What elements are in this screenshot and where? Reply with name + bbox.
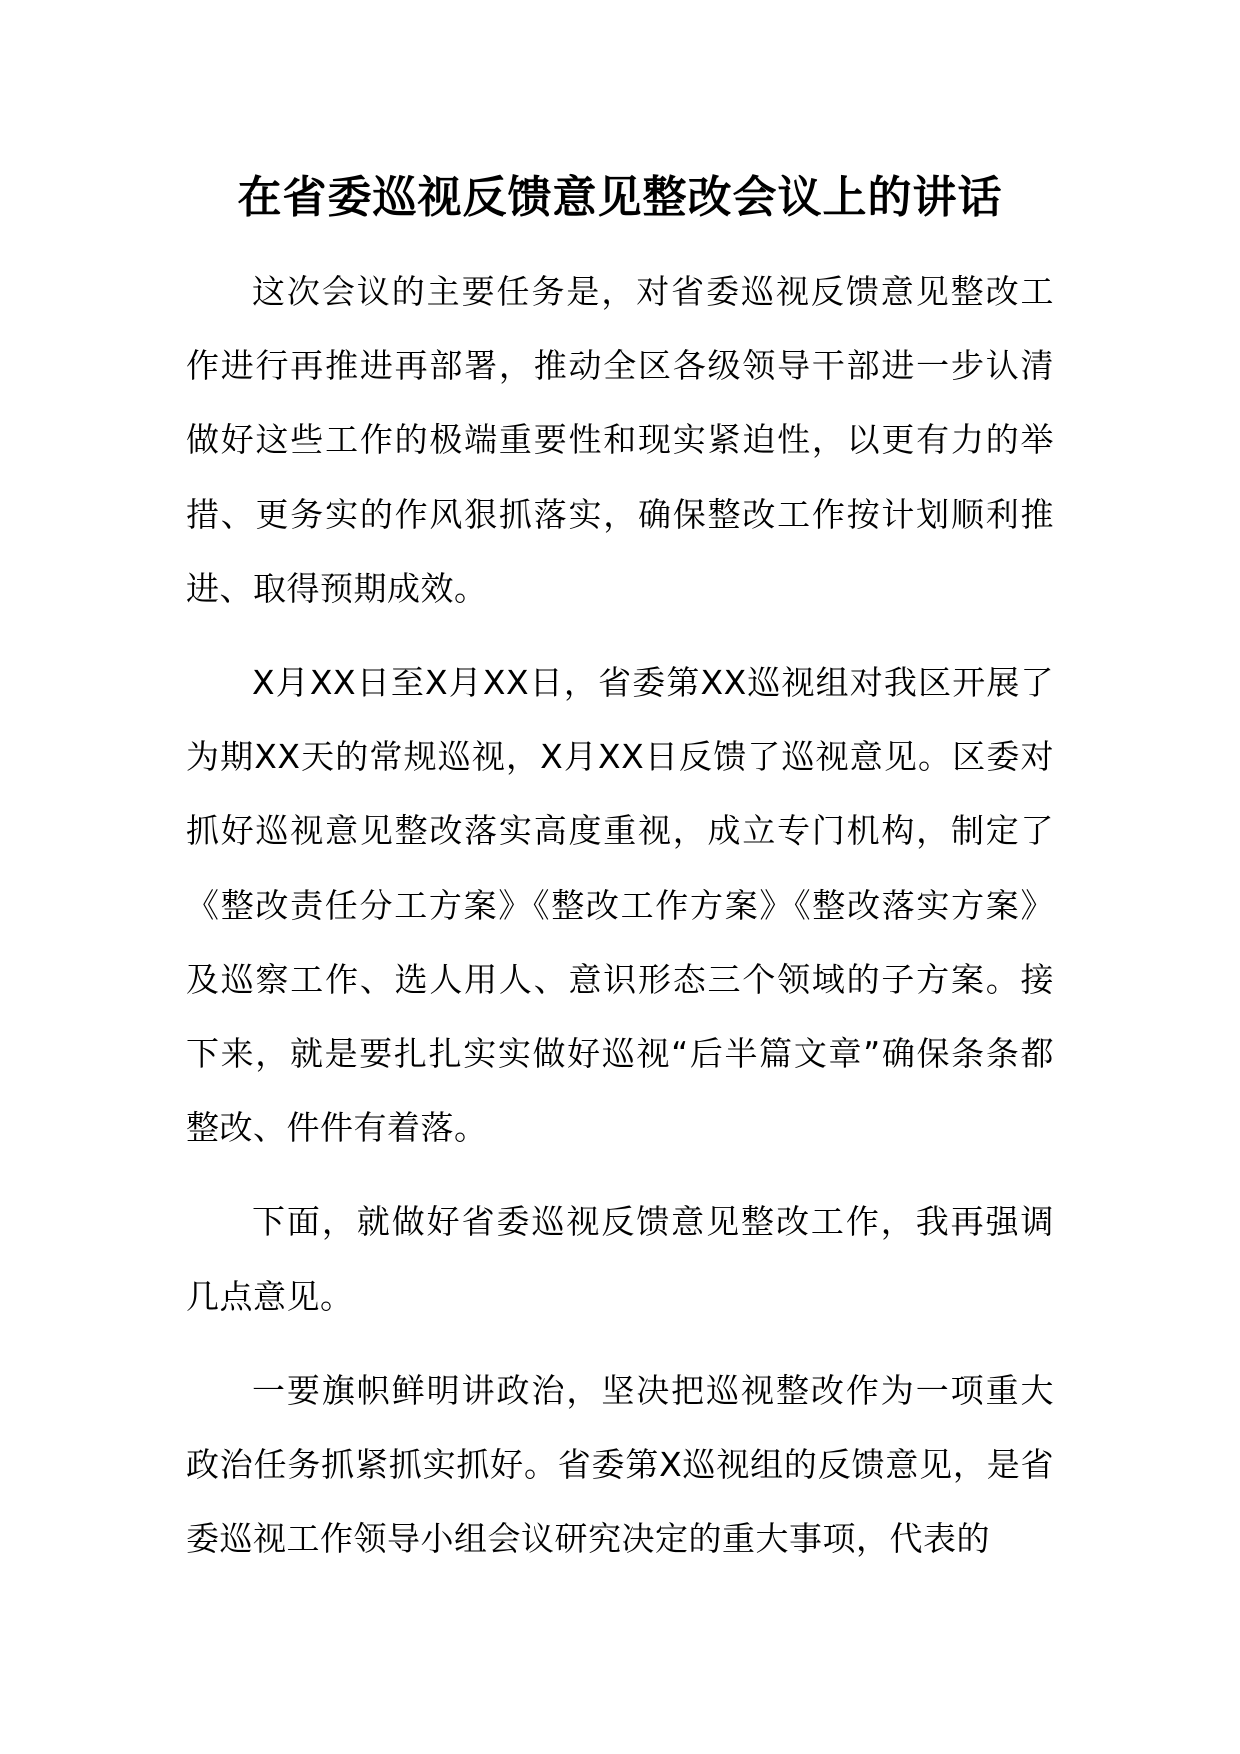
paragraph-background: X月XX日至X月XX日，省委第XX巡视组对我区开展了为期XX天的常规巡视，X月XX日反馈了巡视意见。区委对抓好巡视意见整改落实高度重视，成立专门机构，制定了《整改责任分工方案》《整改工作方案》《整改落实方案》及巡察工作、选人用人、意识形态三个领域的子方案。接下来，就是要扎扎实实做好巡视“后半篇文章”确保条条都整改、件件有着落。	[186, 663, 1054, 1148]
paragraph-intro: 这次会议的主要任务是，对省委巡视反馈意见整改工作进行再推进再部署，推动全区各级领导干部进一步认清做好这些工作的极端重要性和现实紧迫性，以更有力的举措、更务实的作风狠抓落实，确保整改工作按计划顺利推进、取得预期成效。	[186, 272, 1054, 608]
paragraph-transition: 下面，就做好省委巡视反馈意见整改工作，我再强调几点意见。	[186, 1202, 1054, 1316]
paragraph-point-one: 一要旗帜鲜明讲政治，坚决把巡视整改作为一项重大政治任务抓紧抓实抓好。省委第X巡视组的反馈意见，是省委巡视工作领导小组会议研究决定的重大事项，代表的	[186, 1370, 1054, 1559]
document-title: 在省委巡视反馈意见整改会议上的讲话	[237, 172, 1003, 223]
document-body	[186, 255, 1054, 1576]
